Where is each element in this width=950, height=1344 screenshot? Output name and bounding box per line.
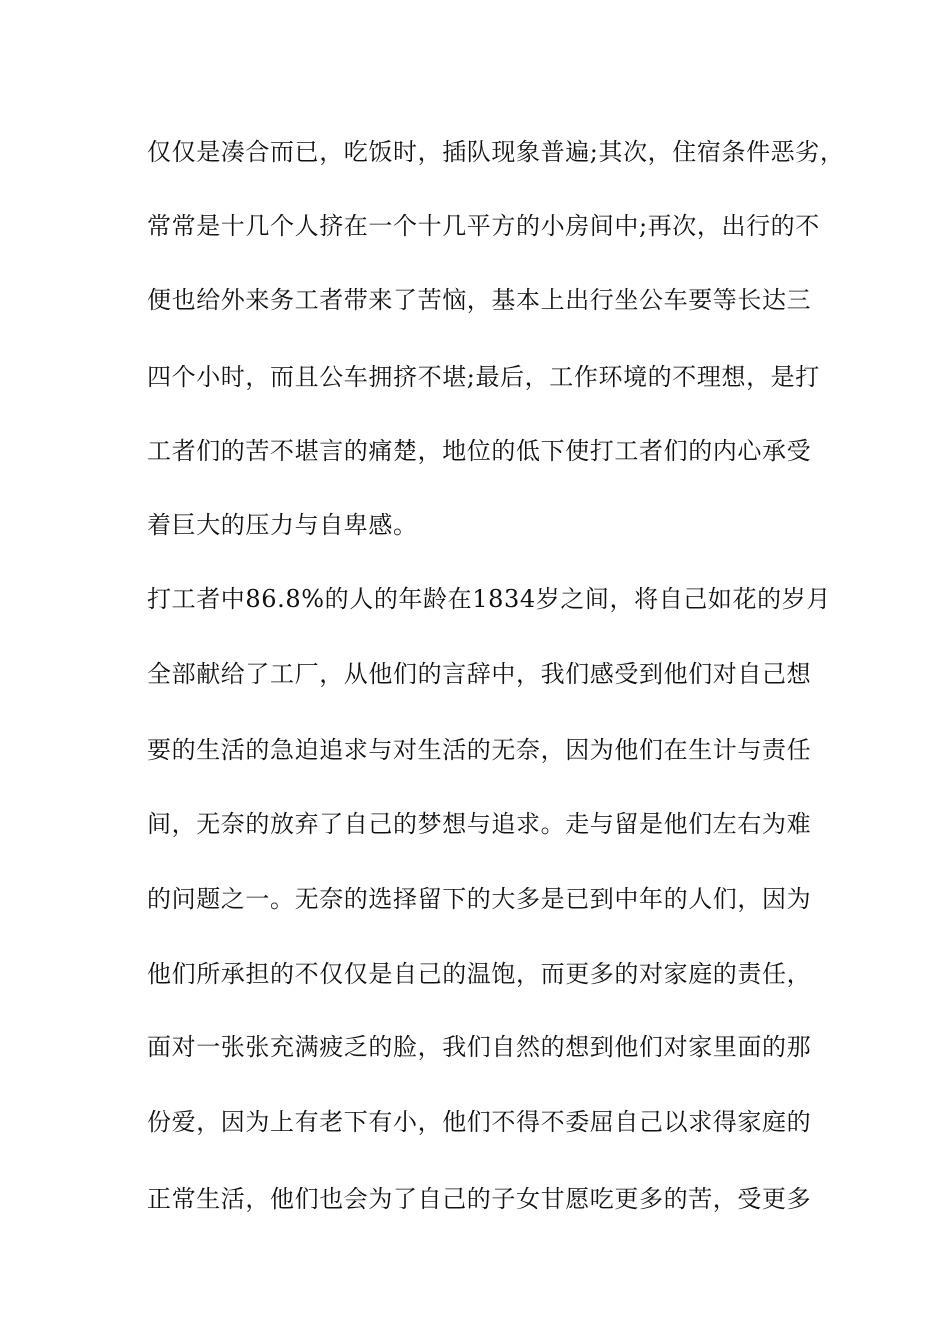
text-line: 四个小时，而且公车拥挤不堪;最后，工作环境的不理想，是打	[147, 363, 820, 391]
text-line: 仅仅是凑合而已，吃饭时，插队现象普遍;其次，住宿条件恶劣，	[147, 138, 845, 166]
text-line: 工者们的苦不堪言的痛楚，地位的低下使打工者们的内心承受	[147, 437, 812, 465]
text-line: 要的生活的急迫追求与对生活的无奈，因为他们在生计与责任	[147, 736, 812, 764]
text-line: 着巨大的压力与自卑感。	[147, 511, 418, 539]
text-line: 面对一张张充满疲乏的脸，我们自然的想到他们对家里面的那	[147, 1033, 812, 1061]
text-line: 全部献给了工厂，从他们的言辞中，我们感受到他们对自己想	[147, 660, 812, 688]
text-line: 便也给外来务工者带来了苦恼，基本上出行坐公车要等长达三	[147, 286, 812, 314]
text-line: 份爱，因为上有老下有小，他们不得不委屈自己以求得家庭的	[147, 1108, 812, 1136]
text-line: 他们所承担的不仅仅是自己的温饱，而更多的对家庭的责任，	[147, 960, 812, 988]
text-line: 的问题之一。无奈的选择留下的大多是已到中年的人们，因为	[147, 885, 812, 913]
text-line: 打工者中86.8%的人的年龄在1834岁之间，将自己如花的岁月	[147, 585, 831, 613]
text-line: 正常生活，他们也会为了自己的子女甘愿吃更多的苦，受更多	[147, 1185, 812, 1213]
text-line: 间，无奈的放弃了自己的梦想与追求。走与留是他们左右为难	[147, 810, 812, 838]
text-line: 常常是十几个人挤在一个十几平方的小房间中;再次，出行的不	[147, 212, 820, 240]
